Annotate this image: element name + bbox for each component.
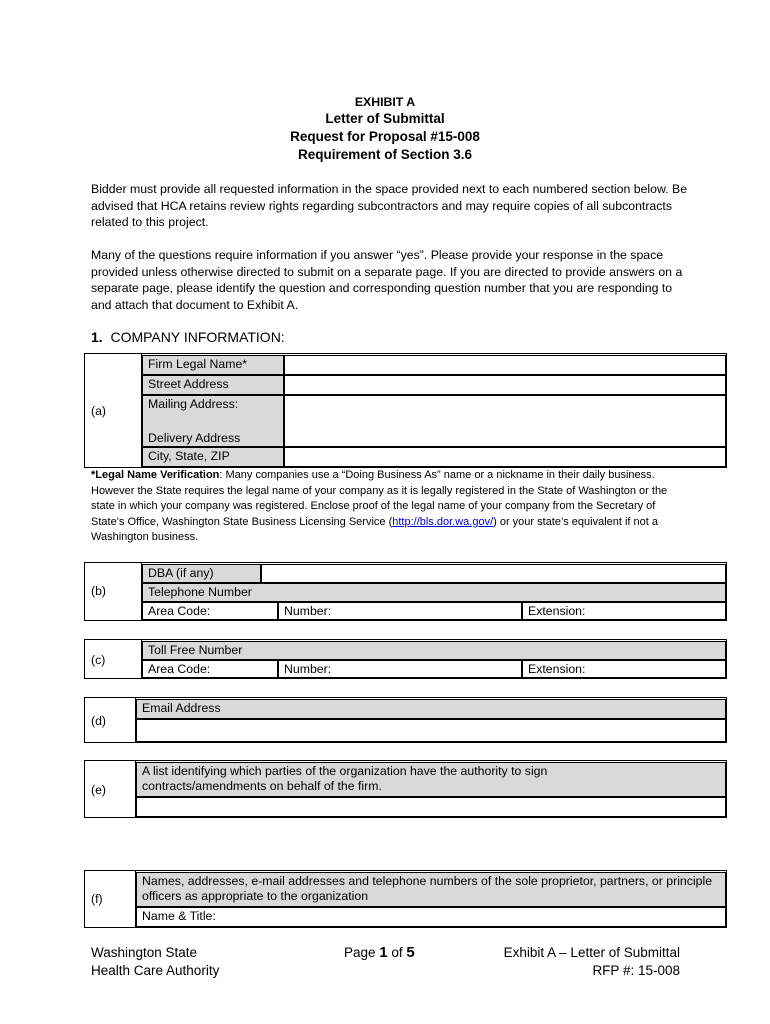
city-state-zip-field[interactable]	[284, 447, 726, 467]
dba-field[interactable]	[261, 564, 726, 583]
intro-paragraph-2: Many of the questions require information if you answer “yes”. Please provide your response in the space provided unless otherwise directed to submit on a separate page. If you are directed to provide answers on a separate page, please identify the question and corresponding question number that you are responding to and attach that document to Exhibit A.	[91, 248, 683, 312]
mailing-address-label: Mailing Address:	[148, 397, 239, 411]
table-c-label: (c)	[91, 653, 106, 667]
mailing-address-field[interactable]	[284, 395, 726, 447]
exhibit-label: EXHIBIT A	[354, 95, 416, 109]
table-f-label: (f)	[91, 892, 103, 906]
toll-free-extension-field[interactable]: Extension:	[522, 660, 726, 678]
telephone-area-code-field[interactable]: Area Code:	[142, 602, 278, 620]
table-e-label: (e)	[91, 783, 107, 797]
email-address-field[interactable]	[136, 719, 726, 742]
telephone-extension-field[interactable]: Extension:	[522, 602, 726, 620]
officer-name-title-field[interactable]: Name & Title:	[136, 907, 726, 927]
footer-org-line-1: Washington State	[91, 945, 198, 960]
footer-page-number: Page 1 of 5	[344, 944, 415, 961]
footer-organization	[91, 944, 219, 980]
table-a-label: (a)	[91, 404, 107, 418]
current-page: 1	[379, 944, 388, 961]
signing-authority-field[interactable]	[136, 797, 726, 817]
table-d-label: (d)	[91, 714, 107, 728]
telephone-number-field[interactable]: Number:	[278, 602, 522, 620]
street-address-label: Street Address	[142, 375, 284, 395]
mailing-delivery-label-cell	[142, 395, 284, 447]
dba-label: DBA (if any)	[142, 564, 261, 583]
requirement-title: Requirement of Section 3.6	[297, 147, 473, 162]
officers-label: Names, addresses, e-mail addresses and telephone numbers of the sole proprietor, partners, or principle officers as appropriate to the organization	[136, 872, 726, 907]
toll-free-number-label: Toll Free Number	[142, 641, 726, 660]
section-number: 1.	[91, 329, 103, 345]
email-address-label: Email Address	[136, 699, 726, 719]
telephone-number-label: Telephone Number	[142, 583, 726, 602]
legal-name-note: *Legal Name Verification: Many companies use a “Doing Business As” name or a nickname in their daily business. However the State requires the legal name of your company as it is legally registered in the State of Washington or the state in which your company was registered. Enclose proof of the legal name of your company from the Secretary of State’s Office, Washington State Business Licensing Service (http://bls.dor.wa.gov/) or your state’s equivalent if not a Washington business.	[91, 469, 668, 543]
signing-authority-label: A list identifying which parties of the organization have the authority to sign contracts/amendments on behalf of the firm.	[136, 762, 726, 797]
delivery-address-label: Delivery Address	[148, 431, 241, 445]
document-title: Letter of Submittal	[325, 111, 445, 126]
table-b-label: (b)	[91, 584, 107, 598]
toll-free-number-field[interactable]: Number:	[278, 660, 522, 678]
total-pages: 5	[406, 944, 415, 961]
firm-legal-name-field[interactable]	[284, 355, 726, 375]
legal-name-note-heading: *Legal Name Verification	[91, 469, 220, 481]
footer-rfp: RFP #: 15-008	[592, 963, 680, 978]
section-heading	[91, 329, 285, 345]
firm-legal-name-label: Firm Legal Name*	[142, 355, 284, 375]
rfp-title: Request for Proposal #15-008	[290, 129, 480, 144]
section-title: COMPANY INFORMATION:	[110, 329, 285, 345]
footer-org-line-2: Health Care Authority	[91, 963, 220, 978]
intro-paragraph-1: Bidder must provide all requested information in the space provided next to each numbered section below. Be advised that HCA retains review rights regarding subcontractors and may require copies of all subcontracts related to this project.	[91, 182, 688, 229]
street-address-field[interactable]	[284, 375, 726, 395]
toll-free-area-code-field[interactable]: Area Code:	[142, 660, 278, 678]
bls-link[interactable]: http://bls.dor.wa.gov/	[392, 515, 494, 528]
footer-exhibit: Exhibit A – Letter of Submittal	[503, 945, 680, 960]
city-state-zip-label: City, State, ZIP	[142, 447, 284, 467]
footer-exhibit-info	[460, 944, 680, 980]
